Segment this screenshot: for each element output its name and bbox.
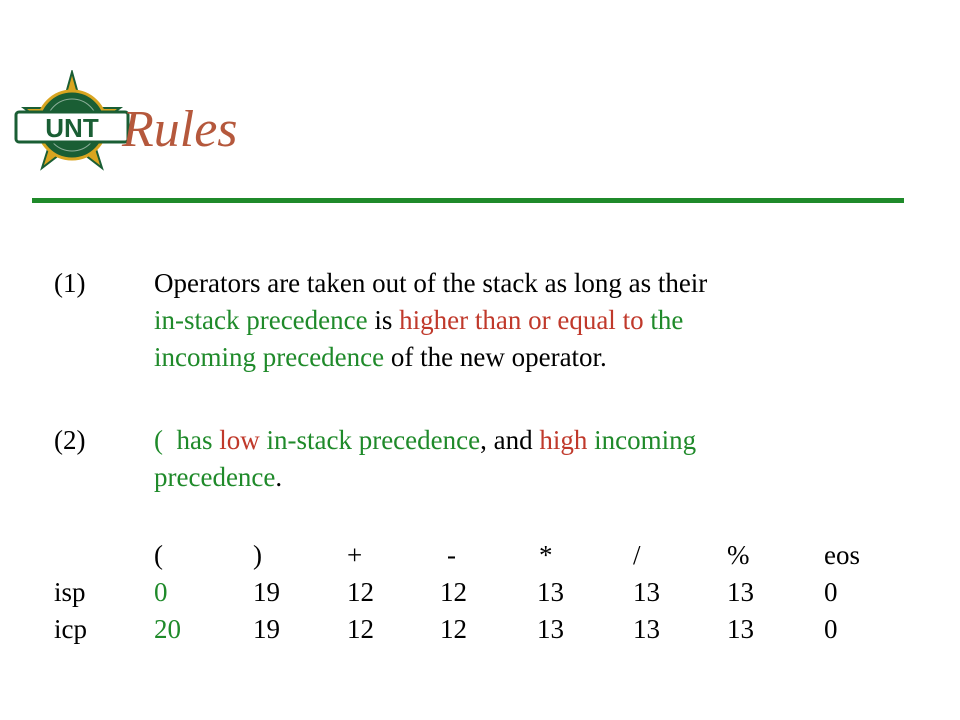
table-cell: 12 [347,577,374,607]
table-cell: 13 [537,577,564,607]
text-run: is [367,305,400,335]
rule-2-number: (2) [54,425,86,455]
text-run: . [275,462,283,492]
rule-1-number: (1) [54,268,86,298]
rule-2-line-2 [154,459,282,496]
table-row-label: icp [54,614,87,644]
table-cell: 12 [440,614,467,644]
precedence-table [0,537,960,657]
text-run: the [643,305,684,335]
table-header-cell: % [727,540,750,570]
rule-1-line-2 [154,302,683,339]
table-cell: 0 [824,577,838,607]
text-run: in-stack precedence [154,305,368,335]
table-header-cell: ) [253,540,262,570]
text-run: , and [480,425,540,455]
table-header-cell: ( [154,540,163,570]
page-title: Rules [122,101,238,158]
table-header-cell: - [447,540,456,570]
text-run: of the new operator. [384,342,607,372]
table-cell: 13 [727,577,754,607]
logo-letters: UNT [45,113,99,143]
table-header-cell: + [347,540,363,570]
table-cell: 12 [347,614,374,644]
text-run: in-stack precedence [259,425,481,455]
text-run: incoming [587,425,697,455]
table-cell: 0 [154,577,168,607]
text-run: higher than or equal to [399,305,644,335]
table-cell: 19 [253,577,280,607]
rule-2-line-1 [154,422,696,459]
table-cell: 13 [633,614,660,644]
text-run: low [219,425,260,455]
table-cell: 12 [440,577,467,607]
rule-1-line-3 [154,339,607,376]
table-cell: 13 [727,614,754,644]
table-cell: 13 [633,577,660,607]
unt-logo [12,70,132,174]
title-divider [32,198,904,203]
table-header-cell: eos [824,540,860,570]
table-cell: 20 [154,614,181,644]
rule-1-line-1 [154,265,707,302]
text-run: incoming precedence [154,342,385,372]
table-cell: 13 [537,614,564,644]
text-run: precedence [154,462,276,492]
table-header-cell: / [633,540,641,570]
text-run: Operators are taken out of the stack as long as their [154,268,708,298]
text-run: ( has [154,425,220,455]
table-cell: 0 [824,614,838,644]
table-header-cell: * [539,540,553,570]
text-run: high [539,425,588,455]
table-row-label: isp [54,577,86,607]
table-cell: 19 [253,614,280,644]
